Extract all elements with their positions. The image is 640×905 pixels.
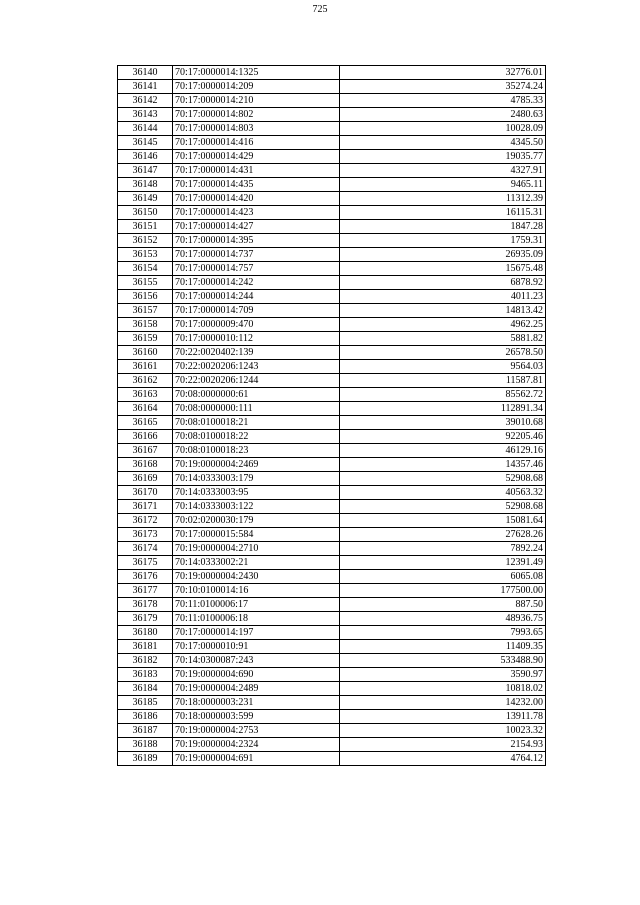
row-number-cell: 36183 (118, 668, 173, 682)
cadastral-number-cell: 70:17:0000014:709 (173, 304, 340, 318)
table-body (118, 66, 546, 766)
cadastral-number-cell: 70:17:0000014:757 (173, 262, 340, 276)
row-number-cell: 36159 (118, 332, 173, 346)
row-number-cell: 36171 (118, 500, 173, 514)
table-row (118, 724, 546, 738)
row-number-cell: 36145 (118, 136, 173, 150)
value-cell: 39010.68 (340, 416, 546, 430)
row-number-cell: 36153 (118, 248, 173, 262)
table-row (118, 248, 546, 262)
table-row (118, 290, 546, 304)
value-cell: 4962.25 (340, 318, 546, 332)
row-number-cell: 36162 (118, 374, 173, 388)
table-row (118, 192, 546, 206)
cadastral-number-cell: 70:17:0000009:470 (173, 318, 340, 332)
table-row (118, 696, 546, 710)
value-cell: 85562.72 (340, 388, 546, 402)
value-cell: 52908.68 (340, 472, 546, 486)
cadastral-number-cell: 70:17:0000014:431 (173, 164, 340, 178)
cadastral-number-cell: 70:19:0000004:2753 (173, 724, 340, 738)
value-cell: 6065.08 (340, 570, 546, 584)
value-cell: 3590.97 (340, 668, 546, 682)
cadastral-number-cell: 70:19:0000004:2469 (173, 458, 340, 472)
value-cell: 177500.00 (340, 584, 546, 598)
value-cell: 26935.09 (340, 248, 546, 262)
value-cell: 6878.92 (340, 276, 546, 290)
cadastral-number-cell: 70:14:0333002:21 (173, 556, 340, 570)
value-cell: 9564.03 (340, 360, 546, 374)
value-cell: 112891.34 (340, 402, 546, 416)
row-number-cell: 36178 (118, 598, 173, 612)
row-number-cell: 36188 (118, 738, 173, 752)
cadastral-number-cell: 70:14:0300087:243 (173, 654, 340, 668)
cadastral-number-cell: 70:17:0000014:423 (173, 206, 340, 220)
cadastral-number-cell: 70:14:0333003:122 (173, 500, 340, 514)
table-row (118, 640, 546, 654)
table-row (118, 262, 546, 276)
row-number-cell: 36182 (118, 654, 173, 668)
page-number: 725 (312, 4, 328, 15)
value-cell: 14232.00 (340, 696, 546, 710)
table-row (118, 668, 546, 682)
row-number-cell: 36158 (118, 318, 173, 332)
cadastral-number-cell: 70:17:0000014:435 (173, 178, 340, 192)
row-number-cell: 36175 (118, 556, 173, 570)
table-row (118, 150, 546, 164)
table-row (118, 500, 546, 514)
table-row (118, 570, 546, 584)
cadastral-number-cell: 70:17:0000014:420 (173, 192, 340, 206)
table-row (118, 752, 546, 766)
table-row (118, 472, 546, 486)
value-cell: 9465.11 (340, 178, 546, 192)
value-cell: 4785.33 (340, 94, 546, 108)
row-number-cell: 36154 (118, 262, 173, 276)
table-row (118, 304, 546, 318)
value-cell: 27628.26 (340, 528, 546, 542)
value-cell: 11587.81 (340, 374, 546, 388)
cadastral-number-cell: 70:22:0020206:1243 (173, 360, 340, 374)
cadastral-number-cell: 70:17:0000014:427 (173, 220, 340, 234)
row-number-cell: 36156 (118, 290, 173, 304)
row-number-cell: 36141 (118, 80, 173, 94)
value-cell: 40563.32 (340, 486, 546, 500)
value-cell: 15675.48 (340, 262, 546, 276)
table-row (118, 80, 546, 94)
cadastral-number-cell: 70:14:0333003:179 (173, 472, 340, 486)
table-row (118, 360, 546, 374)
cadastral-number-cell: 70:17:0000014:210 (173, 94, 340, 108)
table-row (118, 556, 546, 570)
value-cell: 13911.78 (340, 710, 546, 724)
cadastral-number-cell: 70:08:0000000:61 (173, 388, 340, 402)
value-cell: 52908.68 (340, 500, 546, 514)
row-number-cell: 36169 (118, 472, 173, 486)
cadastral-number-cell: 70:17:0000014:197 (173, 626, 340, 640)
table-row (118, 136, 546, 150)
row-number-cell: 36147 (118, 164, 173, 178)
cadastral-number-cell: 70:17:0000014:244 (173, 290, 340, 304)
row-number-cell: 36167 (118, 444, 173, 458)
row-number-cell: 36152 (118, 234, 173, 248)
row-number-cell: 36174 (118, 542, 173, 556)
row-number-cell: 36170 (118, 486, 173, 500)
cadastral-number-cell: 70:17:0000014:803 (173, 122, 340, 136)
table-row (118, 514, 546, 528)
value-cell: 1759.31 (340, 234, 546, 248)
table-row (118, 542, 546, 556)
row-number-cell: 36163 (118, 388, 173, 402)
row-number-cell: 36164 (118, 402, 173, 416)
cadastral-number-cell: 70:11:0100006:18 (173, 612, 340, 626)
table-row (118, 654, 546, 668)
cadastral-number-cell: 70:17:0000014:209 (173, 80, 340, 94)
table-row (118, 122, 546, 136)
cadastral-number-cell: 70:19:0000004:2489 (173, 682, 340, 696)
cadastral-number-cell: 70:02:0200030:179 (173, 514, 340, 528)
cadastral-number-cell: 70:17:0000014:395 (173, 234, 340, 248)
row-number-cell: 36143 (118, 108, 173, 122)
cadastral-number-cell: 70:22:0020402:139 (173, 346, 340, 360)
value-cell: 4345.50 (340, 136, 546, 150)
row-number-cell: 36179 (118, 612, 173, 626)
table-row (118, 626, 546, 640)
value-cell: 12391.49 (340, 556, 546, 570)
table-row (118, 598, 546, 612)
table-row (118, 584, 546, 598)
value-cell: 2154.93 (340, 738, 546, 752)
value-cell: 14813.42 (340, 304, 546, 318)
cadastral-number-cell: 70:08:0100018:21 (173, 416, 340, 430)
value-cell: 5881.82 (340, 332, 546, 346)
value-cell: 16115.31 (340, 206, 546, 220)
cadastral-number-cell: 70:18:0000003:599 (173, 710, 340, 724)
cadastral-number-cell: 70:19:0000004:690 (173, 668, 340, 682)
value-cell: 10818.02 (340, 682, 546, 696)
value-cell: 10023.32 (340, 724, 546, 738)
cadastral-number-cell: 70:17:0000015:584 (173, 528, 340, 542)
row-number-cell: 36173 (118, 528, 173, 542)
row-number-cell: 36150 (118, 206, 173, 220)
value-cell: 4764.12 (340, 752, 546, 766)
row-number-cell: 36151 (118, 220, 173, 234)
table-row (118, 346, 546, 360)
cadastral-number-cell: 70:17:0000010:91 (173, 640, 340, 654)
row-number-cell: 36148 (118, 178, 173, 192)
row-number-cell: 36180 (118, 626, 173, 640)
row-number-cell: 36184 (118, 682, 173, 696)
cadastral-number-cell: 70:17:0000014:416 (173, 136, 340, 150)
table-row (118, 402, 546, 416)
row-number-cell: 36172 (118, 514, 173, 528)
value-cell: 4011.23 (340, 290, 546, 304)
cadastral-number-cell: 70:17:0000014:242 (173, 276, 340, 290)
row-number-cell: 36165 (118, 416, 173, 430)
row-number-cell: 36176 (118, 570, 173, 584)
cadastral-number-cell: 70:19:0000004:691 (173, 752, 340, 766)
cadastral-number-cell: 70:17:0000014:737 (173, 248, 340, 262)
table-row (118, 178, 546, 192)
value-cell: 11312.39 (340, 192, 546, 206)
table-row (118, 66, 546, 80)
cadastral-number-cell: 70:08:0000000:111 (173, 402, 340, 416)
value-cell: 19035.77 (340, 150, 546, 164)
table-row (118, 738, 546, 752)
value-cell: 26578.50 (340, 346, 546, 360)
data-table (117, 65, 546, 766)
value-cell: 533488.90 (340, 654, 546, 668)
value-cell: 92205.46 (340, 430, 546, 444)
value-cell: 887.50 (340, 598, 546, 612)
table-row (118, 332, 546, 346)
value-cell: 2480.63 (340, 108, 546, 122)
table-row (118, 612, 546, 626)
value-cell: 35274.24 (340, 80, 546, 94)
cadastral-number-cell: 70:22:0020206:1244 (173, 374, 340, 388)
value-cell: 1847.28 (340, 220, 546, 234)
table-row (118, 234, 546, 248)
value-cell: 14357.46 (340, 458, 546, 472)
row-number-cell: 36181 (118, 640, 173, 654)
value-cell: 15081.64 (340, 514, 546, 528)
table-row (118, 164, 546, 178)
value-cell: 32776.01 (340, 66, 546, 80)
value-cell: 10028.09 (340, 122, 546, 136)
cadastral-number-cell: 70:19:0000004:2324 (173, 738, 340, 752)
cadastral-number-cell: 70:11:0100006:17 (173, 598, 340, 612)
cadastral-number-cell: 70:17:0000014:1325 (173, 66, 340, 80)
table-row (118, 388, 546, 402)
row-number-cell: 36155 (118, 276, 173, 290)
cadastral-number-cell: 70:17:0000014:802 (173, 108, 340, 122)
row-number-cell: 36187 (118, 724, 173, 738)
row-number-cell: 36168 (118, 458, 173, 472)
table-row (118, 710, 546, 724)
row-number-cell: 36160 (118, 346, 173, 360)
cadastral-number-cell: 70:08:0100018:23 (173, 444, 340, 458)
value-cell: 46129.16 (340, 444, 546, 458)
cadastral-number-cell: 70:17:0000014:429 (173, 150, 340, 164)
cadastral-number-cell: 70:19:0000004:2710 (173, 542, 340, 556)
value-cell: 7993.65 (340, 626, 546, 640)
table-row (118, 206, 546, 220)
table-row (118, 444, 546, 458)
table-row (118, 458, 546, 472)
table-row (118, 108, 546, 122)
value-cell: 48936.75 (340, 612, 546, 626)
row-number-cell: 36186 (118, 710, 173, 724)
cadastral-number-cell: 70:17:0000010:112 (173, 332, 340, 346)
row-number-cell: 36149 (118, 192, 173, 206)
table-row (118, 416, 546, 430)
table-row (118, 682, 546, 696)
table-row (118, 94, 546, 108)
value-cell: 4327.91 (340, 164, 546, 178)
row-number-cell: 36140 (118, 66, 173, 80)
row-number-cell: 36177 (118, 584, 173, 598)
row-number-cell: 36189 (118, 752, 173, 766)
value-cell: 11409.35 (340, 640, 546, 654)
row-number-cell: 36146 (118, 150, 173, 164)
table-row (118, 374, 546, 388)
cadastral-number-cell: 70:18:0000003:231 (173, 696, 340, 710)
cadastral-number-cell: 70:14:0333003:95 (173, 486, 340, 500)
cadastral-number-cell: 70:10:0100014:16 (173, 584, 340, 598)
table-row (118, 430, 546, 444)
table-row (118, 318, 546, 332)
cadastral-number-cell: 70:19:0000004:2430 (173, 570, 340, 584)
row-number-cell: 36144 (118, 122, 173, 136)
cadastral-number-cell: 70:08:0100018:22 (173, 430, 340, 444)
table-row (118, 276, 546, 290)
value-cell: 7892.24 (340, 542, 546, 556)
row-number-cell: 36161 (118, 360, 173, 374)
row-number-cell: 36166 (118, 430, 173, 444)
table-row (118, 528, 546, 542)
row-number-cell: 36185 (118, 696, 173, 710)
table-row (118, 220, 546, 234)
row-number-cell: 36142 (118, 94, 173, 108)
row-number-cell: 36157 (118, 304, 173, 318)
table-row (118, 486, 546, 500)
